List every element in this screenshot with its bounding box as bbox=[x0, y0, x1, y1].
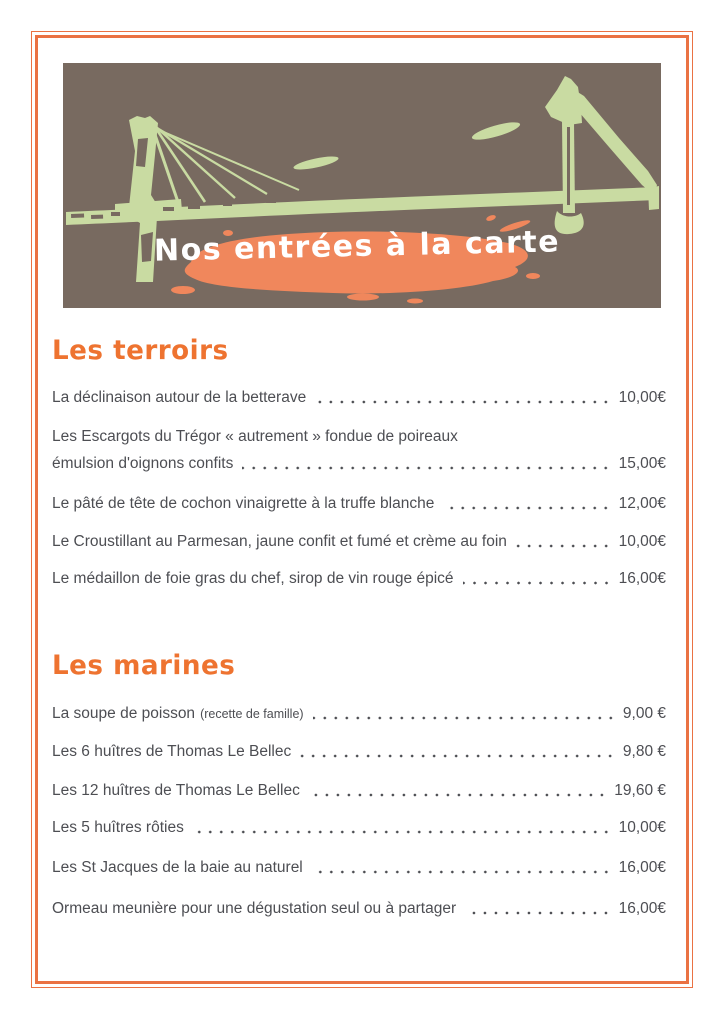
dot-leader bbox=[312, 868, 612, 876]
menu-item-name: Les 6 huîtres de Thomas Le Bellec bbox=[52, 743, 292, 760]
menu-item-price: 10,00€ bbox=[618, 819, 666, 836]
dot-leader bbox=[309, 791, 607, 799]
menu-item-note: (recette de famille) bbox=[200, 707, 304, 721]
dot-leader bbox=[463, 579, 612, 587]
menu-item-st-jacques bbox=[52, 858, 666, 878]
dot-leader bbox=[193, 828, 612, 836]
section-title-marines: Les marines bbox=[52, 650, 236, 681]
menu-item-price: 10,00€ bbox=[618, 389, 666, 406]
dot-leader bbox=[465, 909, 611, 917]
dot-leader bbox=[443, 504, 611, 512]
menu-item-price: 16,00€ bbox=[618, 859, 666, 876]
section-title-terroirs: Les terroirs bbox=[52, 335, 229, 366]
dot-leader bbox=[516, 542, 612, 550]
dot-leader bbox=[313, 714, 616, 722]
dot-leader bbox=[315, 398, 611, 406]
menu-item-price: 15,00€ bbox=[618, 455, 666, 472]
menu-item-pate-de-tete bbox=[52, 494, 666, 514]
menu-item-name: Les 5 huîtres rôties bbox=[52, 819, 184, 836]
menu-item-soupe-poisson bbox=[52, 704, 666, 724]
menu-item-foie-gras bbox=[52, 569, 666, 589]
menu-item-name: Les Escargots du Trégor « autrement » fondue de poireaux bbox=[52, 428, 458, 445]
menu-item-huitres-roties bbox=[52, 818, 666, 838]
menu-item-ormeau bbox=[52, 899, 666, 919]
menu-item-price: 16,00€ bbox=[618, 900, 666, 917]
menu-item-price: 9,80 € bbox=[622, 743, 666, 760]
menu-item-12-huitres bbox=[52, 781, 666, 801]
menu-item-name: Le médaillon de foie gras du chef, sirop de vin rouge épicé bbox=[52, 570, 454, 587]
header-banner bbox=[63, 63, 661, 308]
menu-item-price: 12,00€ bbox=[618, 495, 666, 512]
menu-item-name: Le Croustillant au Parmesan, jaune confit et fumé et crème au foin bbox=[52, 533, 507, 550]
menu-item-escargots-line2 bbox=[52, 454, 666, 474]
banner-title: Nos entrées à la carte bbox=[153, 224, 561, 269]
dot-leader bbox=[300, 752, 616, 760]
menu-item-name: Les St Jacques de la baie au naturel bbox=[52, 859, 303, 876]
menu-item-betterave bbox=[52, 388, 666, 408]
menu-item-price: 10,00€ bbox=[618, 533, 666, 550]
menu-item-price: 19,60 € bbox=[614, 782, 666, 799]
menu-item-name: La déclinaison autour de la betterave bbox=[52, 389, 307, 406]
dot-leader bbox=[242, 464, 611, 472]
bridge-illustration-icon bbox=[63, 63, 661, 308]
menu-item-name: Ormeau meunière pour une dégustation seul ou à partager bbox=[52, 900, 457, 917]
menu-item-price: 9,00 € bbox=[622, 705, 666, 722]
menu-item-escargots-line1 bbox=[52, 427, 666, 447]
menu-item-croustillant bbox=[52, 532, 666, 552]
menu-item-name: Les 12 huîtres de Thomas Le Bellec bbox=[52, 782, 300, 799]
menu-item-name: émulsion d'oignons confits bbox=[52, 455, 234, 472]
menu-item-name: La soupe de poisson bbox=[52, 705, 196, 722]
menu-item-name: Le pâté de tête de cochon vinaigrette à la truffe blanche bbox=[52, 495, 435, 512]
menu-item-price: 16,00€ bbox=[618, 570, 666, 587]
menu-item-6-huitres bbox=[52, 742, 666, 762]
